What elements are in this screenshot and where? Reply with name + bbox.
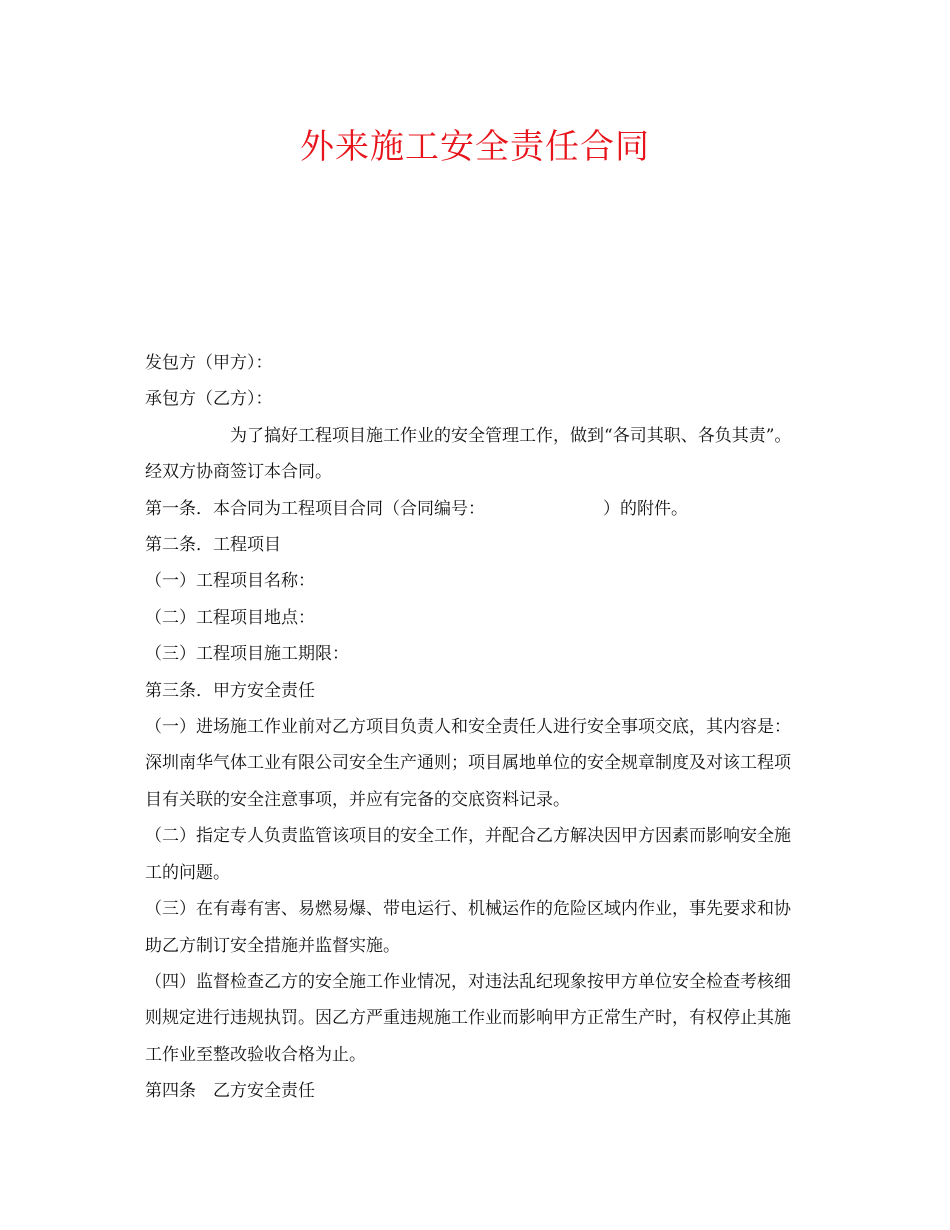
preamble-paragraph: 为了搞好工程项目施工作业的安全管理工作，做到“各司其职、各负其责”。经双方协商签订本合同。: [145, 425, 792, 483]
document-title: 外来施工安全责任合同: [300, 127, 650, 167]
article-3-heading: 第三条．甲方安全责任: [145, 680, 315, 701]
party-a-line: 发包方（甲方）：: [145, 353, 273, 373]
article-3-item-4: （四）监督检查乙方的安全施工作业情况，对违法乱纪现象按甲方单位安全检查考核细则规定进行违规执罚。因乙方严重违规施工作业而影响甲方正常生产时，有权停止其施工作业至整改验收合格为止。: [145, 971, 791, 1065]
document-body: [145, 345, 805, 1110]
article-4-heading: 第四条 乙方安全责任: [145, 1081, 315, 1102]
article-2-heading: 第二条．工程项目: [145, 535, 281, 556]
article-3-item-2: （二）指定专人负责监管该项目的安全工作，并配合乙方解决因甲方因素而影响安全施工的问题。: [145, 826, 791, 883]
project-period-line: （三）工程项目施工期限：: [145, 644, 349, 665]
article-1: [145, 491, 805, 527]
project-name-line: （一）工程项目名称：: [145, 571, 315, 592]
party-b-line: 承包方（乙方）：: [145, 389, 273, 410]
article-1-prefix: 第一条．本合同为工程项目合同（合同编号：: [145, 498, 485, 519]
article-1-suffix: ）的附件。: [603, 498, 688, 519]
project-location-line: （二）工程项目地点：: [145, 607, 315, 628]
article-3-item-1: （一）进场施工作业前对乙方项目负责人和安全责任人进行安全事项交底，其内容是：深圳南华气体工业有限公司安全生产通则；项目属地单位的安全规章制度及对该工程项目有关联的安全注意事项，并应有完备的交底资料记录。: [145, 717, 791, 810]
article-3-item-3: （三）在有毒有害、易燃易爆、带电运行、机械运作的危险区域内作业，事先要求和协助乙方制订安全措施并监督实施。: [145, 899, 791, 956]
